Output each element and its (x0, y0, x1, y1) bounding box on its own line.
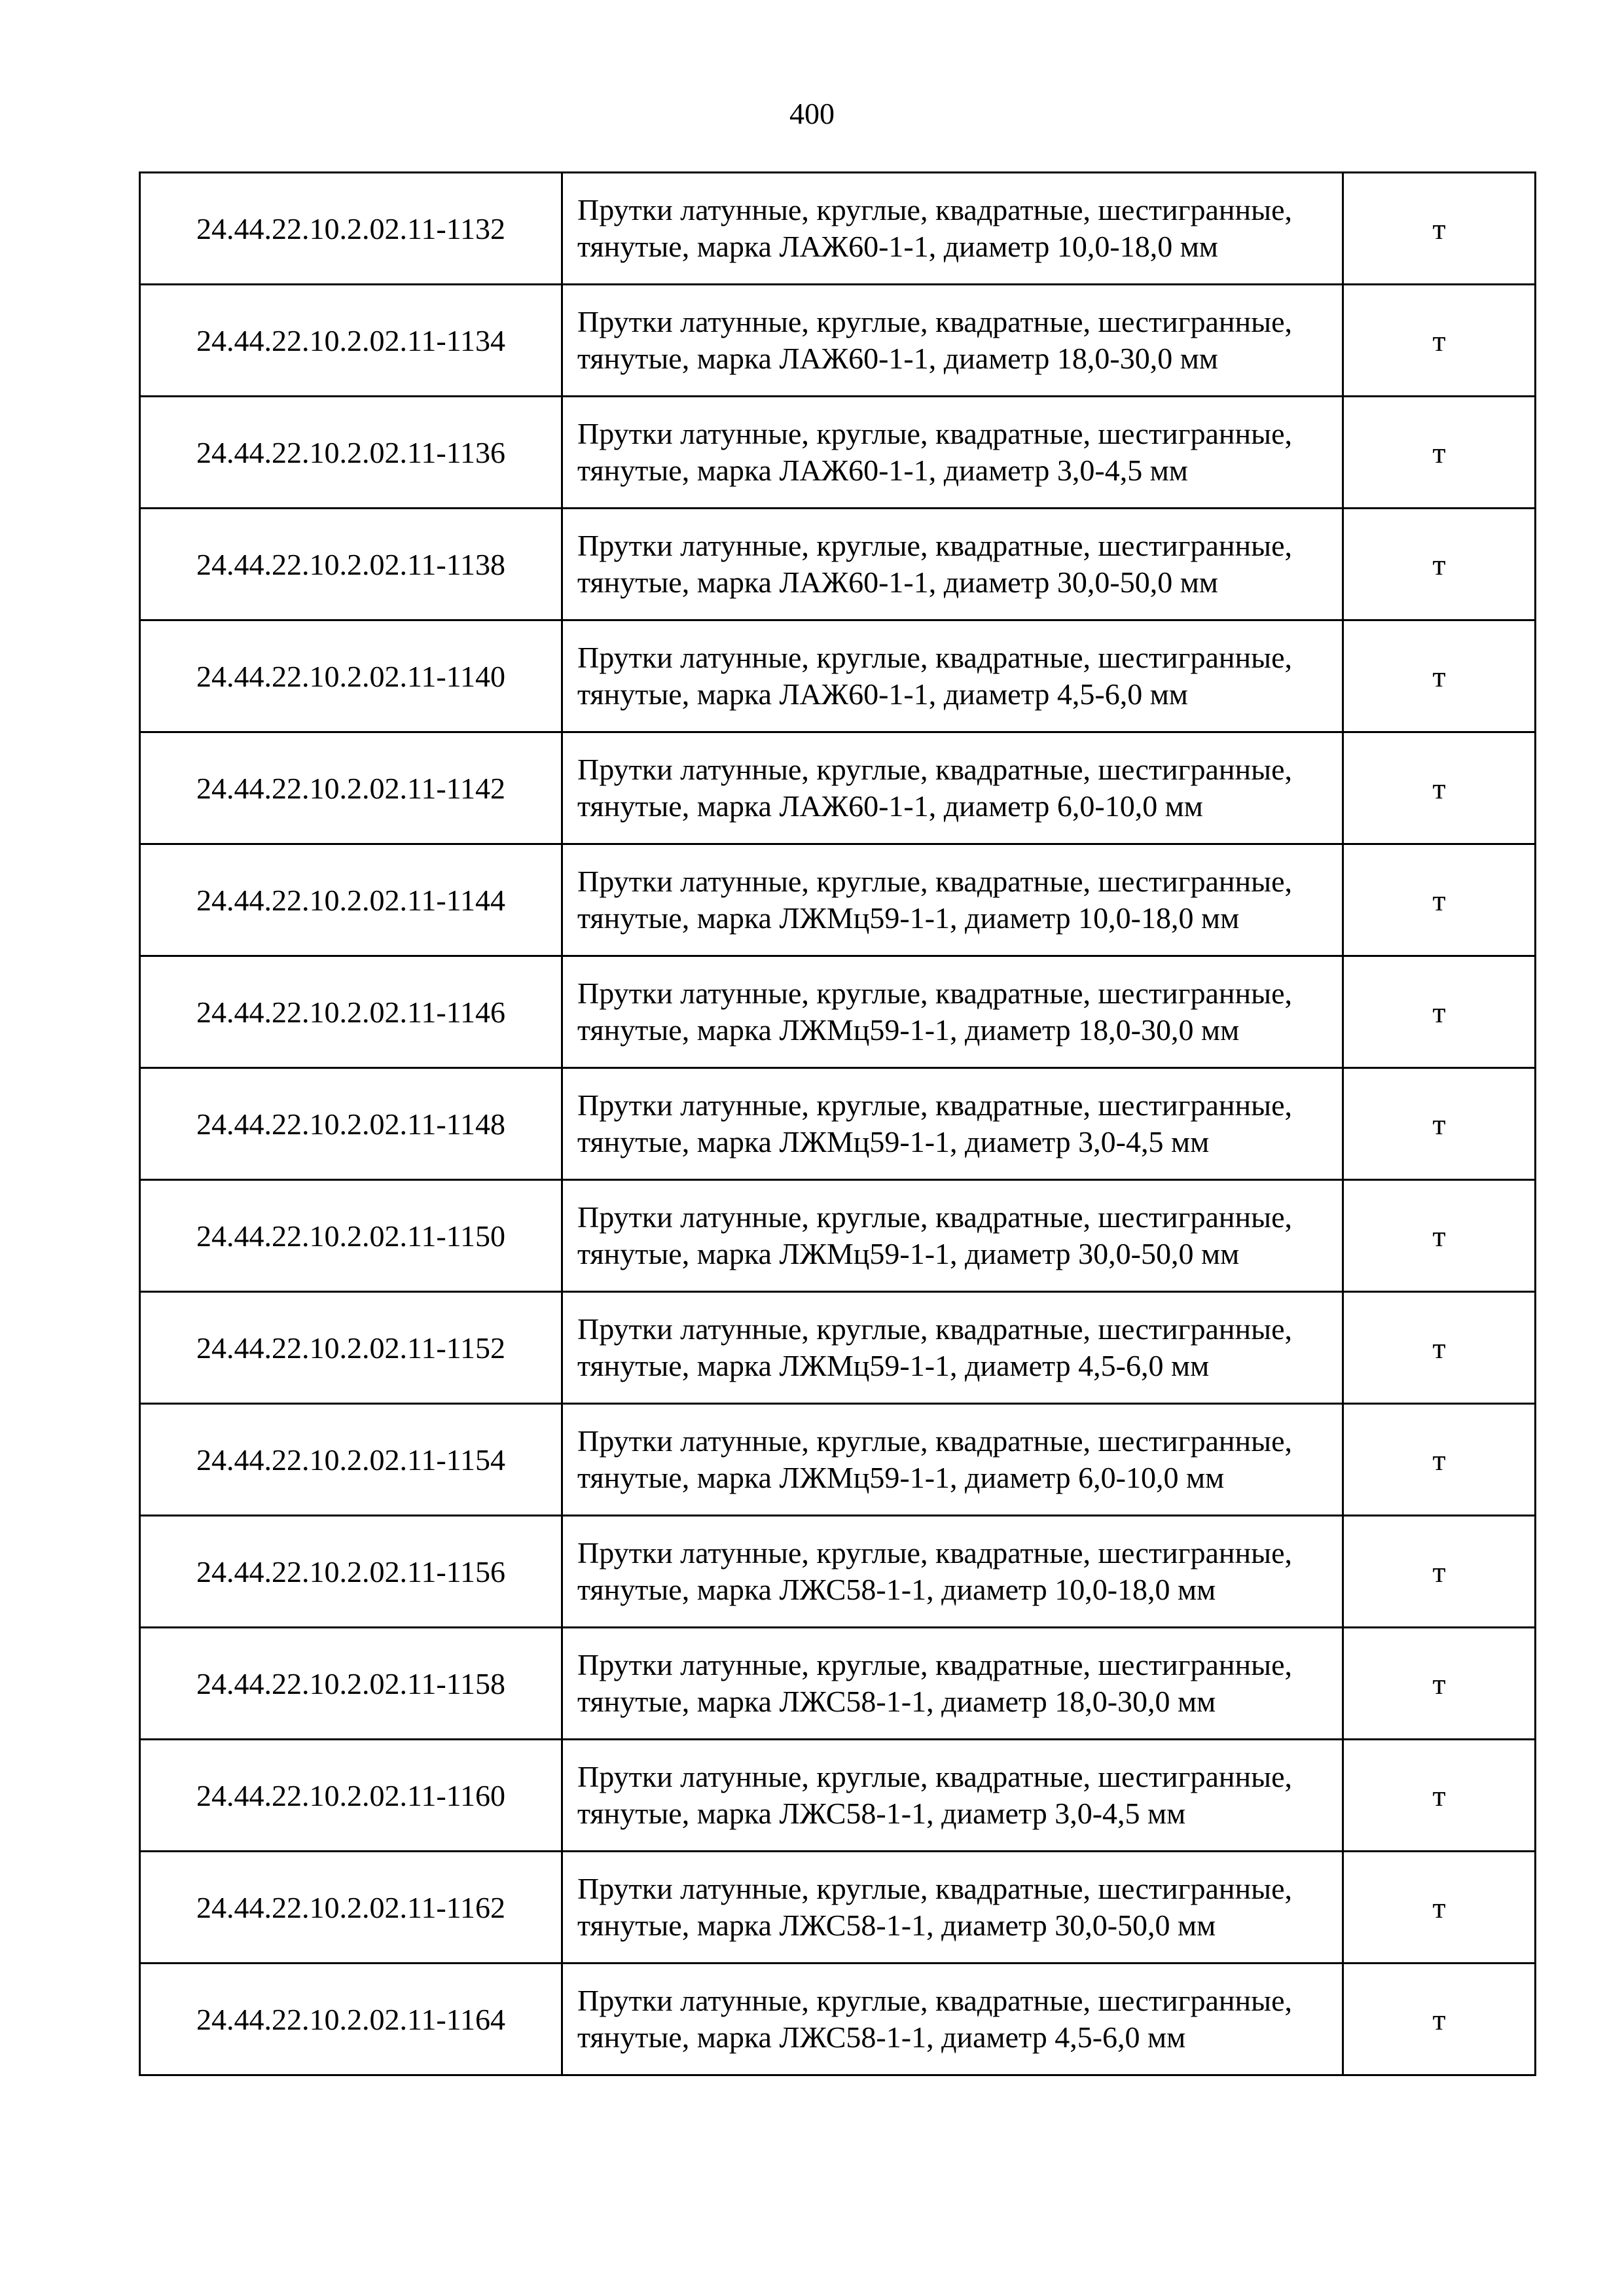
table-row (140, 1068, 1536, 1180)
unit-cell: т (1343, 620, 1536, 732)
unit-cell: т (1343, 285, 1536, 397)
resource-name-cell: Прутки латунные, круглые, квадратные, шестигранные, тянутые, марка ЛАЖ60-1-1, диаметр 6,0-10,0 мм (562, 732, 1343, 844)
resource-name-cell: Прутки латунные, круглые, квадратные, шестигранные, тянутые, марка ЛАЖ60-1-1, диаметр 10,0-18,0 мм (562, 173, 1343, 285)
resource-name-cell: Прутки латунные, круглые, квадратные, шестигранные, тянутые, марка ЛЖМц59-1-1, диаметр 18,0-30,0 мм (562, 956, 1343, 1068)
unit-cell: т (1343, 1516, 1536, 1628)
table-row (140, 1516, 1536, 1628)
resource-code-cell: 24.44.22.10.2.02.11-1164 (140, 1964, 562, 2075)
resource-code-cell: 24.44.22.10.2.02.11-1134 (140, 285, 562, 397)
resource-name-cell: Прутки латунные, круглые, квадратные, шестигранные, тянутые, марка ЛЖС58-1-1, диаметр 10,0-18,0 мм (562, 1516, 1343, 1628)
unit-cell: т (1343, 1852, 1536, 1964)
resource-name-cell: Прутки латунные, круглые, квадратные, шестигранные, тянутые, марка ЛЖС58-1-1, диаметр 18,0-30,0 мм (562, 1628, 1343, 1740)
resource-name-cell: Прутки латунные, круглые, квадратные, шестигранные, тянутые, марка ЛАЖ60-1-1, диаметр 3,0-4,5 мм (562, 397, 1343, 509)
table-row (140, 620, 1536, 732)
unit-cell: т (1343, 844, 1536, 956)
resource-name-cell: Прутки латунные, круглые, квадратные, шестигранные, тянутые, марка ЛАЖ60-1-1, диаметр 30,0-50,0 мм (562, 509, 1343, 620)
table-row (140, 1740, 1536, 1852)
resource-name-cell: Прутки латунные, круглые, квадратные, шестигранные, тянутые, марка ЛЖС58-1-1, диаметр 4,5-6,0 мм (562, 1964, 1343, 2075)
unit-cell: т (1343, 956, 1536, 1068)
resource-name-cell: Прутки латунные, круглые, квадратные, шестигранные, тянутые, марка ЛЖМц59-1-1, диаметр 10,0-18,0 мм (562, 844, 1343, 956)
unit-cell: т (1343, 1180, 1536, 1292)
resource-code-cell: 24.44.22.10.2.02.11-1136 (140, 397, 562, 509)
table-row (140, 1964, 1536, 2075)
resource-code-cell: 24.44.22.10.2.02.11-1144 (140, 844, 562, 956)
table-row (140, 285, 1536, 397)
resource-table-body (140, 173, 1536, 2075)
table-row (140, 956, 1536, 1068)
resource-code-cell: 24.44.22.10.2.02.11-1154 (140, 1404, 562, 1516)
unit-cell: т (1343, 1292, 1536, 1404)
resource-name-cell: Прутки латунные, круглые, квадратные, шестигранные, тянутые, марка ЛАЖ60-1-1, диаметр 4,5-6,0 мм (562, 620, 1343, 732)
table-row (140, 1292, 1536, 1404)
unit-cell: т (1343, 732, 1536, 844)
table-row (140, 173, 1536, 285)
resource-code-cell: 24.44.22.10.2.02.11-1156 (140, 1516, 562, 1628)
resource-name-cell: Прутки латунные, круглые, квадратные, шестигранные, тянутые, марка ЛЖМц59-1-1, диаметр 3,0-4,5 мм (562, 1068, 1343, 1180)
resource-code-cell: 24.44.22.10.2.02.11-1148 (140, 1068, 562, 1180)
unit-cell: т (1343, 397, 1536, 509)
table-row (140, 509, 1536, 620)
resource-code-cell: 24.44.22.10.2.02.11-1160 (140, 1740, 562, 1852)
table-row (140, 1852, 1536, 1964)
resource-code-cell: 24.44.22.10.2.02.11-1138 (140, 509, 562, 620)
table-row (140, 732, 1536, 844)
resource-code-cell: 24.44.22.10.2.02.11-1142 (140, 732, 562, 844)
resource-code-cell: 24.44.22.10.2.02.11-1140 (140, 620, 562, 732)
resource-code-cell: 24.44.22.10.2.02.11-1150 (140, 1180, 562, 1292)
resource-name-cell: Прутки латунные, круглые, квадратные, шестигранные, тянутые, марка ЛЖС58-1-1, диаметр 3,0-4,5 мм (562, 1740, 1343, 1852)
unit-cell: т (1343, 1964, 1536, 2075)
table-row (140, 1628, 1536, 1740)
table-row (140, 844, 1536, 956)
unit-cell: т (1343, 1068, 1536, 1180)
unit-cell: т (1343, 173, 1536, 285)
unit-cell: т (1343, 1740, 1536, 1852)
unit-cell: т (1343, 1628, 1536, 1740)
table-row (140, 1404, 1536, 1516)
resource-name-cell: Прутки латунные, круглые, квадратные, шестигранные, тянутые, марка ЛЖМц59-1-1, диаметр 30,0-50,0 мм (562, 1180, 1343, 1292)
table-row (140, 1180, 1536, 1292)
resource-name-cell: Прутки латунные, круглые, квадратные, шестигранные, тянутые, марка ЛЖМц59-1-1, диаметр 6,0-10,0 мм (562, 1404, 1343, 1516)
table-row (140, 397, 1536, 509)
page-number: 400 (789, 97, 835, 130)
unit-cell: т (1343, 509, 1536, 620)
resource-name-cell: Прутки латунные, круглые, квадратные, шестигранные, тянутые, марка ЛЖМц59-1-1, диаметр 4,5-6,0 мм (562, 1292, 1343, 1404)
resource-code-cell: 24.44.22.10.2.02.11-1146 (140, 956, 562, 1068)
resource-code-cell: 24.44.22.10.2.02.11-1132 (140, 173, 562, 285)
unit-cell: т (1343, 1404, 1536, 1516)
resource-name-cell: Прутки латунные, круглые, квадратные, шестигранные, тянутые, марка ЛАЖ60-1-1, диаметр 18,0-30,0 мм (562, 285, 1343, 397)
resource-code-cell: 24.44.22.10.2.02.11-1152 (140, 1292, 562, 1404)
resource-code-cell: 24.44.22.10.2.02.11-1162 (140, 1852, 562, 1964)
resource-name-cell: Прутки латунные, круглые, квадратные, шестигранные, тянутые, марка ЛЖС58-1-1, диаметр 30,0-50,0 мм (562, 1852, 1343, 1964)
resource-code-cell: 24.44.22.10.2.02.11-1158 (140, 1628, 562, 1740)
resource-table (139, 171, 1536, 2076)
